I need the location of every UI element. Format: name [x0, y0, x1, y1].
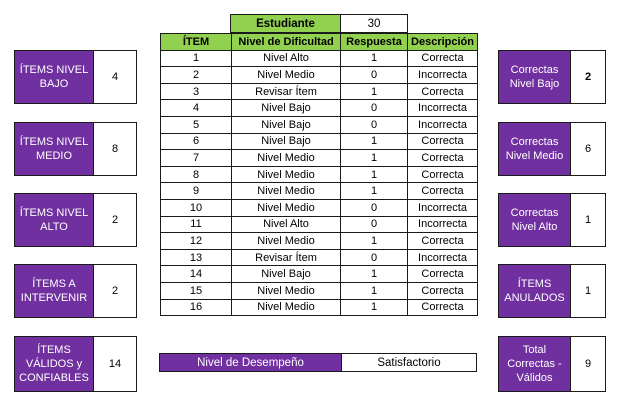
response-cell[interactable]: 1 — [341, 183, 408, 200]
table-row — [161, 50, 478, 67]
table-row — [161, 266, 478, 283]
table-row — [161, 67, 478, 84]
box-value: 2 — [584, 71, 592, 83]
response-cell[interactable]: 0 — [341, 216, 408, 233]
difficulty-cell[interactable]: Nivel Bajo — [232, 116, 341, 133]
difficulty-cell[interactable]: Nivel Bajo — [232, 133, 341, 150]
box-value: 1 — [584, 285, 592, 297]
performance-value[interactable]: Satisfactorio — [377, 356, 441, 369]
difficulty-cell[interactable]: Nivel Medio — [232, 233, 341, 250]
table-row — [161, 183, 478, 200]
table-row — [161, 133, 478, 150]
box-value: 14 — [108, 358, 122, 370]
box-correctas-nivel-medio — [498, 122, 606, 176]
difficulty-cell[interactable]: Nivel Bajo — [232, 266, 341, 283]
box-label: Correctas Nivel Bajo — [499, 51, 571, 103]
box-correctas-nivel-alto — [498, 193, 606, 247]
box-label: ÍTEMS ANULADOS — [499, 265, 571, 317]
item-number-cell[interactable]: 9 — [161, 183, 232, 200]
header-response: Respuesta — [341, 34, 408, 51]
description-cell[interactable]: Correcta — [408, 183, 478, 200]
description-cell[interactable]: Incorrecta — [408, 199, 478, 216]
description-cell[interactable]: Correcta — [408, 150, 478, 167]
item-number-cell[interactable]: 3 — [161, 83, 232, 100]
difficulty-cell[interactable]: Nivel Medio — [232, 282, 341, 299]
response-cell[interactable]: 1 — [341, 299, 408, 316]
box-label: ÍTEMS NIVEL BAJO — [15, 51, 94, 103]
item-number-cell[interactable]: 7 — [161, 150, 232, 167]
difficulty-cell[interactable]: Nivel Medio — [232, 67, 341, 84]
table-body — [161, 50, 478, 316]
item-number-cell[interactable]: 16 — [161, 299, 232, 316]
performance-label: Nivel de Desempeño — [160, 354, 342, 371]
student-label: Estudiante — [230, 14, 341, 33]
box-label: Correctas Nivel Medio — [499, 123, 571, 175]
box-label: ÍTEMS A INTERVENIR — [15, 265, 94, 317]
response-cell[interactable]: 0 — [341, 67, 408, 84]
table-row — [161, 100, 478, 117]
box-items-nivel-alto — [14, 193, 137, 247]
box-label: Total Correctas - Válidos — [499, 337, 571, 391]
table-row — [161, 83, 478, 100]
table-row — [161, 199, 478, 216]
difficulty-cell[interactable]: Nivel Medio — [232, 199, 341, 216]
table-row — [161, 299, 478, 316]
description-cell[interactable]: Correcta — [408, 50, 478, 67]
item-number-cell[interactable]: 5 — [161, 116, 232, 133]
description-cell[interactable]: Incorrecta — [408, 116, 478, 133]
box-label: ÍTEMS NIVEL MEDIO — [15, 123, 94, 175]
description-cell[interactable]: Correcta — [408, 83, 478, 100]
item-number-cell[interactable]: 12 — [161, 233, 232, 250]
box-value: 6 — [584, 143, 592, 155]
box-items-a-intervenir — [14, 264, 137, 318]
difficulty-cell[interactable]: Nivel Alto — [232, 50, 341, 67]
table-row — [161, 282, 478, 299]
header-item: ÍTEM — [161, 34, 232, 51]
item-number-cell[interactable]: 11 — [161, 216, 232, 233]
response-cell[interactable]: 1 — [341, 150, 408, 167]
description-cell[interactable]: Correcta — [408, 282, 478, 299]
difficulty-cell[interactable]: Nivel Medio — [232, 183, 341, 200]
box-value: 9 — [584, 358, 592, 370]
response-cell[interactable]: 0 — [341, 199, 408, 216]
item-number-cell[interactable]: 2 — [161, 67, 232, 84]
response-cell[interactable]: 1 — [341, 133, 408, 150]
box-total-correctas-validos — [498, 336, 606, 392]
difficulty-cell[interactable]: Nivel Medio — [232, 166, 341, 183]
difficulty-cell[interactable]: Nivel Bajo — [232, 100, 341, 117]
difficulty-cell[interactable]: Revisar Ítem — [232, 249, 341, 266]
description-cell[interactable]: Incorrecta — [408, 249, 478, 266]
box-value: 4 — [111, 71, 119, 83]
response-cell[interactable]: 1 — [341, 83, 408, 100]
table-row — [161, 233, 478, 250]
box-items-validos — [14, 336, 137, 392]
box-value: 2 — [111, 214, 119, 226]
table-row — [161, 166, 478, 183]
item-number-cell[interactable]: 4 — [161, 100, 232, 117]
difficulty-cell[interactable]: Nivel Medio — [232, 150, 341, 167]
item-number-cell[interactable]: 13 — [161, 249, 232, 266]
box-value: 1 — [584, 214, 592, 226]
description-cell[interactable]: Correcta — [408, 133, 478, 150]
box-label: Correctas Nivel Alto — [499, 194, 571, 246]
response-cell[interactable]: 1 — [341, 50, 408, 67]
difficulty-cell[interactable]: Revisar Ítem — [232, 83, 341, 100]
item-number-cell[interactable]: 10 — [161, 199, 232, 216]
item-number-cell[interactable]: 6 — [161, 133, 232, 150]
header-description: Descripción — [408, 34, 478, 51]
difficulty-cell[interactable]: Nivel Medio — [232, 299, 341, 316]
response-cell[interactable]: 1 — [341, 266, 408, 283]
description-cell[interactable]: Correcta — [408, 166, 478, 183]
description-cell[interactable]: Correcta — [408, 299, 478, 316]
box-value: 8 — [111, 143, 119, 155]
table-row — [161, 216, 478, 233]
box-label: ÍTEMS VÁLIDOS y CONFIABLES — [15, 337, 94, 391]
difficulty-cell[interactable]: Nivel Alto — [232, 216, 341, 233]
description-cell[interactable]: Incorrecta — [408, 216, 478, 233]
description-cell[interactable]: Incorrecta — [408, 100, 478, 117]
description-cell[interactable]: Correcta — [408, 266, 478, 283]
table-header-row — [161, 34, 478, 51]
response-cell[interactable]: 0 — [341, 249, 408, 266]
response-cell[interactable]: 1 — [341, 282, 408, 299]
item-number-cell[interactable]: 1 — [161, 50, 232, 67]
response-cell[interactable]: 1 — [341, 233, 408, 250]
table-row — [161, 249, 478, 266]
response-cell[interactable]: 0 — [341, 100, 408, 117]
performance-box — [159, 353, 477, 372]
items-table — [160, 33, 478, 316]
box-value: 2 — [111, 285, 119, 297]
table-row — [161, 116, 478, 133]
description-cell[interactable]: Correcta — [408, 233, 478, 250]
box-items-nivel-medio — [14, 122, 137, 176]
item-number-cell[interactable]: 15 — [161, 282, 232, 299]
box-items-nivel-bajo — [14, 50, 137, 104]
item-number-cell[interactable]: 8 — [161, 166, 232, 183]
table-row — [161, 150, 478, 167]
box-label: ÍTEMS NIVEL ALTO — [15, 194, 94, 246]
header-difficulty: Nivel de Dificultad — [232, 34, 341, 51]
item-number-cell[interactable]: 14 — [161, 266, 232, 283]
response-cell[interactable]: 1 — [341, 166, 408, 183]
description-cell[interactable]: Incorrecta — [408, 67, 478, 84]
response-cell[interactable]: 0 — [341, 116, 408, 133]
box-items-anulados — [498, 264, 606, 318]
box-correctas-nivel-bajo — [498, 50, 606, 104]
student-value[interactable]: 30 — [340, 14, 408, 33]
